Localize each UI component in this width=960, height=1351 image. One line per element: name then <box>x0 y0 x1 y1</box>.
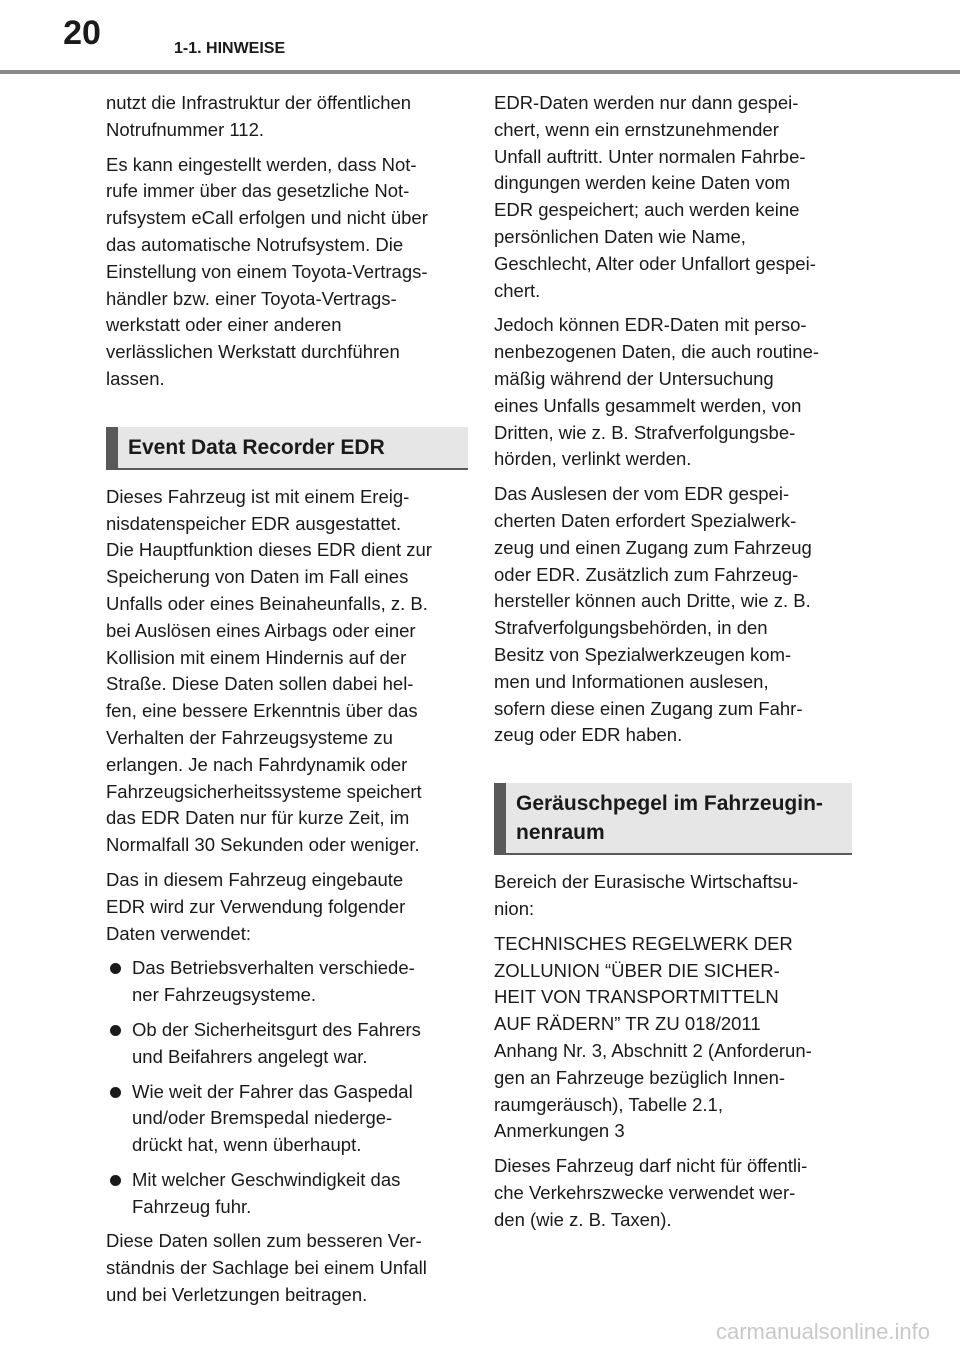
left-column <box>106 90 468 1317</box>
paragraph: Das Auslesen der vom EDR gespei- cherten Daten erfordert Spezialwerk- zeug und einen Zugang zum Fahrzeug oder EDR. Zusätzlich zum Fahrzeug- hersteller können auch Dritte, wie z. B. Strafverfolgungsbehörden, in den Besitz von Spezialwerkzeugen kom- men und Informationen auslesen, sofern diese einen Zugang zum Fahr- zeug oder EDR haben. <box>494 483 812 746</box>
header-divider <box>0 70 960 74</box>
watermark: carmanualsonline.info <box>715 1319 930 1344</box>
bullet-list <box>106 955 468 1220</box>
bullet-icon <box>110 1175 121 1186</box>
paragraph: Es kann eingestellt werden, dass Not- rufe immer über das gesetzliche Not- rufsystem eCall erfolgen und nicht über das automatische Notrufsystem. Die Einstellung von einem Toyota-Vertrags- händler bzw. einer Toyota-Vertrags- werkstatt oder einer anderen verlässlichen Werkstatt durchführen lassen. <box>106 153 428 389</box>
bullet-icon <box>110 1025 121 1036</box>
bullet-icon <box>110 963 121 974</box>
section-heading-edr: Event Data Recorder EDR <box>106 427 468 470</box>
paragraph: Bereich der Eurasische Wirtschaftsu- nion: <box>494 871 799 919</box>
list-item: Mit welcher Geschwindigkeit das Fahrzeug fuhr. <box>106 1167 468 1221</box>
paragraph: Das in diesem Fahrzeug eingebaute EDR wird zur Verwendung folgender Daten verwendet: <box>106 868 406 944</box>
paragraph: Diese Daten sollen zum besseren Ver- ständnis der Sachlage bei einem Unfall und bei Verletzungen beitragen. <box>106 1230 427 1306</box>
paragraph: EDR-Daten werden nur dann gespei- chert, wenn ein ernstzunehmender Unfall auftritt. Unter normalen Fahrbe- dingungen werden keine Daten vom EDR gespeichert; auch werden keine persönlichen Daten wie Name, Geschlecht, Alter oder Unfallort gespei- chert. <box>494 92 816 301</box>
section-heading-noise: Geräuschpegel im Fahrzeugin- nenraum <box>494 783 852 855</box>
paragraph: nutzt die Infrastruktur der öffentlichen Notrufnummer 112. <box>106 92 412 140</box>
paragraph: Dieses Fahrzeug ist mit einem Ereig- nisdatenspeicher EDR ausgestattet. Die Hauptfunktion dieses EDR dient zur Speicherung von Daten im Fall eines Unfalls oder eines Beinaheunfalls, z. B. bei Auslösen eines Airbags oder einer Kollision mit einem Hindernis auf der Straße. Diese Daten sollen dabei hel- fen, eine bessere Erkenntnis über das Verhalten der Fahrzeugsysteme zu erlangen. Je nach Fahrdynamik oder Fahrzeugsicherheitssysteme speichert das EDR Daten nur für kurze Zeit, im Normalfall 30 Sekunden oder weniger. <box>106 485 432 856</box>
section-label: 1-1. HINWEISE <box>174 40 286 57</box>
bullet-icon <box>110 1087 121 1098</box>
page-number: 20 <box>63 14 101 52</box>
paragraph: TECHNISCHES REGELWERK DER ZOLLUNION “ÜBER DIE SICHER- HEIT VON TRANSPORTMITTELN AUF RÄDERN” TR ZU 018/2011 Anhang Nr. 3, Abschnitt 2 (Anforderun- gen an Fahrzeuge bezüglich Innen- raumgeräusch), Tabelle 2.1, Anmerkungen 3 <box>494 932 812 1142</box>
paragraph: Dieses Fahrzeug darf nicht für öffentli- che Verkehrszwecke verwendet wer- den (wie z. B. Taxen). <box>494 1155 808 1230</box>
paragraph: Jedoch können EDR-Daten mit perso- nenbezogenen Daten, die auch routine- mäßig während der Untersuchung eines Unfalls gesammelt werden, von Dritten, wie z. B. Strafverfolgungsbe- hörden, verlinkt werden. <box>494 314 820 470</box>
list-item: Ob der Sicherheitsgurt des Fahrers und Beifahrers angelegt war. <box>106 1017 468 1071</box>
right-column <box>494 90 852 1241</box>
page-header <box>0 0 960 80</box>
list-item: Wie weit der Fahrer das Gaspedal und/oder Bremspedal niederge- drückt hat, wenn überhaupt. <box>106 1079 468 1159</box>
list-item: Das Betriebsverhalten verschiede- ner Fahrzeugsysteme. <box>106 955 468 1009</box>
